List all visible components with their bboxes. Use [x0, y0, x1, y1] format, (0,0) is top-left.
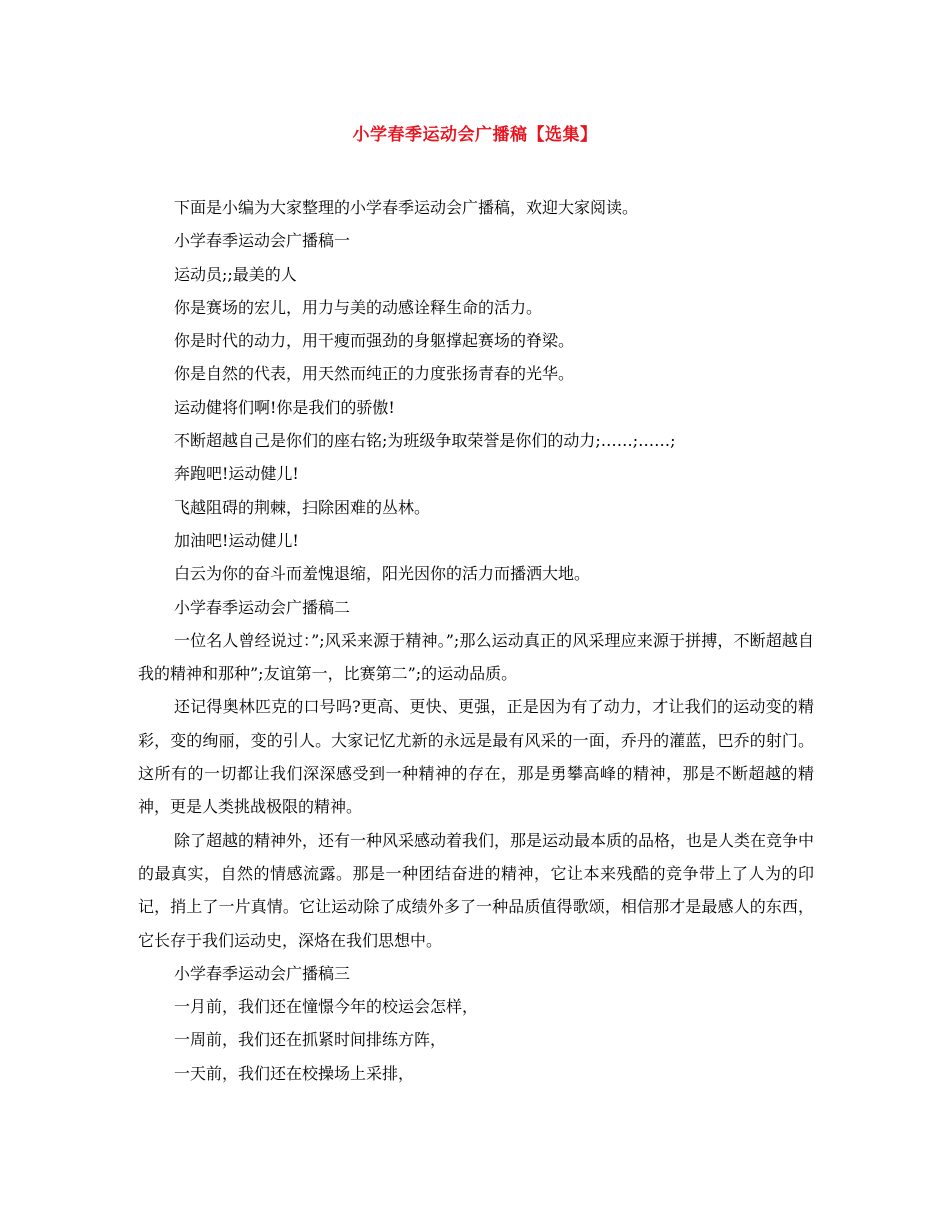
paragraph: 加油吧!运动健儿!	[174, 530, 299, 550]
paragraph: 一天前，我们还在校操场上采排，	[174, 1063, 415, 1083]
paragraph: 运动健将们啊!你是我们的骄傲!	[174, 397, 395, 417]
paragraph: 一月前，我们还在憧憬今年的校运会怎样，	[174, 997, 479, 1017]
paragraph: 你是时代的动力，用干瘦而强劲的身躯撑起赛场的脊梁。	[174, 331, 575, 351]
paragraph: 还记得奥林匹克的口号吗?更高、更快、更强，正是因为有了动力，才让我们的运动变的精彩，变的绚丽，变的引人。大家记忆尤新的永远是最有风采的一面，乔丹的灌蓝，巴乔的射门。这所有的一切都让我们深深感受到一种精神的存在，那是勇攀高峰的精神，那是不断超越的精神，更是人类挑战极限的精神。	[138, 697, 814, 817]
paragraph-intro: 下面是小编为大家整理的小学春季运动会广播稿，欢迎大家阅读。	[174, 198, 639, 217]
section-heading-2: 小学春季运动会广播稿二	[174, 597, 351, 617]
paragraph: 除了超越的精神外，还有一种风采感动着我们，那是运动最本质的品格，也是人类在竞争中的最真实，自然的情感流露。那是一种团结奋进的精神，它让本来残酷的竞争带上了人为的印记，捎上了一片真情。它让运动除了成绩外多了一种品质值得歌颂，相信那才是最感人的东西，它长存于我们运动史，深烙在我们思想中。	[138, 830, 815, 950]
paragraph: 不断超越自己是你们的座右铭;为班级争取荣誉是你们的动力;……;……;	[174, 431, 676, 451]
document-body	[138, 191, 814, 1090]
paragraph: 飞越阻碍的荆棘，扫除困难的丛林。	[174, 497, 431, 517]
paragraph: 一周前，我们还在抓紧时间排练方阵，	[174, 1030, 447, 1050]
paragraph: 运动员;;最美的人	[174, 264, 297, 284]
paragraph: 奔跑吧!运动健儿!	[174, 464, 299, 484]
paragraph: 你是赛场的宏儿，用力与美的动感诠释生命的活力。	[174, 297, 543, 317]
paragraph: 你是自然的代表，用天然而纯正的力度张扬青春的光华。	[174, 364, 575, 384]
section-heading-3: 小学春季运动会广播稿三	[174, 963, 351, 983]
paragraph: 白云为你的奋斗而羞愧退缩，阳光因你的活力而播洒大地。	[174, 564, 591, 584]
paragraph: 一位名人曾经说过：”;风采来源于精神。”;那么运动真正的风采理应来源于拼搏，不断超越自我的精神和那种”;友谊第一，比赛第二”;的运动品质。	[138, 630, 814, 684]
document-title: 小学春季运动会广播稿【选集】	[352, 125, 598, 145]
section-heading-1: 小学春季运动会广播稿一	[174, 231, 351, 251]
